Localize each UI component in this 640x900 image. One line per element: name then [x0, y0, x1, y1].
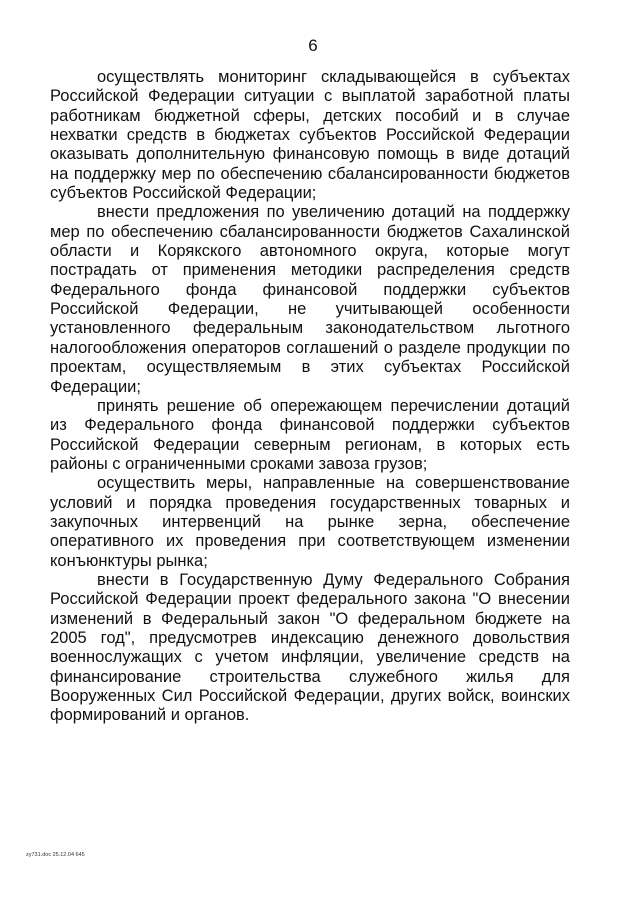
paragraph-budget-law-amendment: внести в Государственную Думу Федерального Собрания Российской Федерации проект федерального закона "О внесении изменений в Федеральный закон "О федеральном бюджете на 2005 год", предусмотрев индексацию денежного довольствия военнослужащих с учетом инфляции, увеличение средств на финансирование строительства служебного жилья для Вооруженных Сил Российской Федерации, других войск, воинских формирований и органов.	[50, 570, 570, 725]
paragraph-advance-transfer: принять решение об опережающем перечислении дотаций из Федерального фонда финансовой поддержки субъектов Российской Федерации северным регионам, в которых есть районы с ограниченными сроками завоза грузов;	[50, 396, 570, 473]
paragraph-monitoring: осуществлять мониторинг складывающейся в субъектах Российской Федерации ситуации с выплатой заработной платы работникам бюджетной сферы, детских пособий и в случае нехватки средств в бюджетах субъектов Российской Федерации оказывать дополнительную финансовую помощь в виде дотаций на поддержку мер по обеспечению сбалансированности бюджетов субъектов Российской Федерации;	[50, 68, 570, 203]
paragraph-subsidy-proposals: внести предложения по увеличению дотаций на поддержку мер по обеспечению сбалансированности бюджетов Сахалинской области и Корякского автономного округа, которые могут пострадать от применения методики распределения средств Федерального фонда финансовой поддержки субъектов Российской Федерации, не учитывающей особенности установленного федеральным законодательством льготного налогообложения операторов соглашений о разделе продукции по проектам, осуществляемым в этих субъектах Российской Федерации;	[50, 203, 570, 396]
page-number: 6	[308, 36, 318, 55]
paragraph-grain-interventions: осуществить меры, направленные на совершенствование условий и порядка проведения государственных товарных и закупочных интервенций на рынке зерна, обеспечение оперативного их проведения при соответствующем изменении конъюнктуры рынка;	[50, 474, 570, 570]
footer-file-stamp: zy731.doc 25.12.04 645	[26, 852, 85, 858]
document-body	[50, 68, 570, 726]
